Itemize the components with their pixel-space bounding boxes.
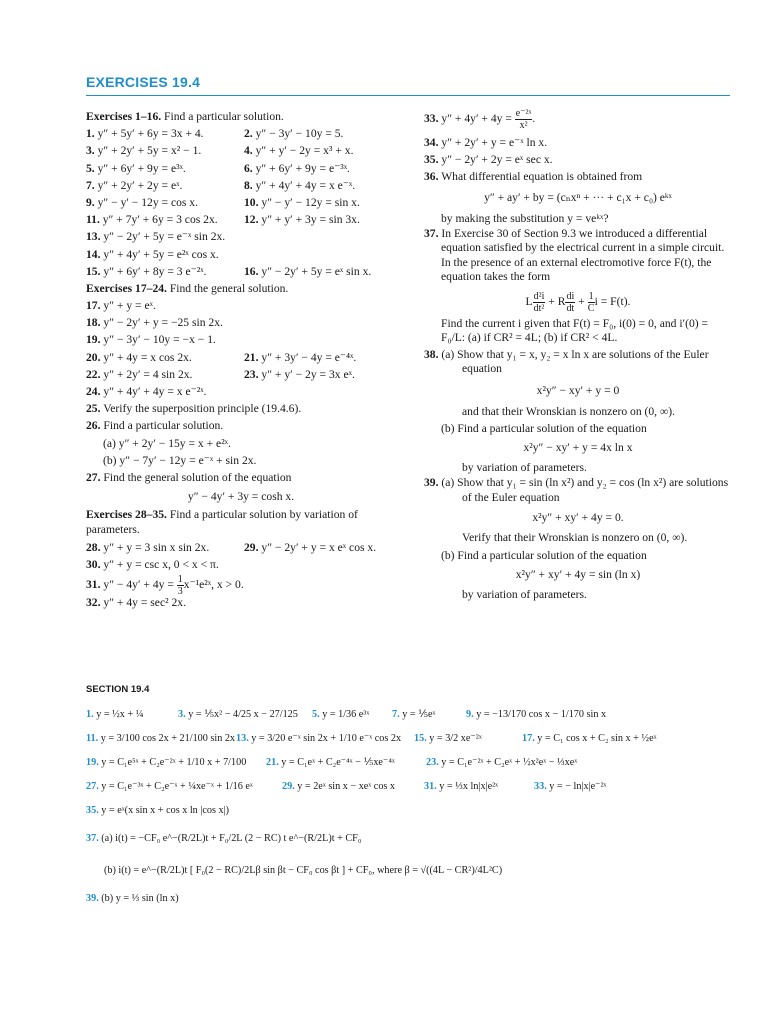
answer-item <box>534 775 607 799</box>
exercise-number: 20. <box>86 350 101 364</box>
answer-text: y = C₁eˣ + C₂e⁻⁴ˣ − ⅕xe⁻⁴ˣ <box>278 757 395 768</box>
exercise-item: 34. y″ + 2y′ + y = e⁻ˣ ln x. <box>424 136 548 149</box>
answer-number: 11. <box>86 733 99 744</box>
exercise-item: 24. y″ + 4y′ + 4y = x e⁻²ˣ. <box>86 385 207 398</box>
exercise-pair <box>86 160 396 177</box>
display-equation: x²y″ − xy′ + y = 0 <box>536 383 620 397</box>
exercise-item <box>86 297 396 314</box>
answer-row: 37. (a) i(t) = −CF₀ e^−(R/2L)t + F₀/2L (2 − RC) t e^−(R/2L)t + CF₀ <box>86 833 362 844</box>
answer-text: y = ⅕eˣ <box>399 709 436 720</box>
exercise-number: 11. <box>86 213 100 227</box>
exercise-pair <box>86 349 396 366</box>
exercise-equation: y″ − 2y′ + y = −25 sin 2x. <box>100 316 223 330</box>
answer-item <box>392 703 435 727</box>
fraction: $\frac{1}{3}$ <box>177 573 183 597</box>
answer-number: 21. <box>266 757 279 768</box>
exercise-equation: y″ + 4y′ + 4y = x e⁻ˣ. <box>252 178 356 192</box>
exercise-equation: y″ + 2y′ + 5y = x² − 1. <box>94 144 202 158</box>
exercise-subpart: (b) Find a particular solution of the equation <box>441 421 647 435</box>
answer-text: y = C₁e⁻²ˣ + C₂eˣ + ½x²eˣ − ⅓xeˣ <box>438 757 578 768</box>
exercise-number: 21. <box>244 350 259 364</box>
answer-text: y = C₁e⁻³ˣ + C₂e⁻ˣ + ¼xe⁻ˣ + 1/16 eˣ <box>98 781 253 792</box>
display-equation: x²y″ + xy′ + 4y = sin (ln x) <box>515 567 641 581</box>
exercise-number: 2. <box>244 127 253 141</box>
exercise-text: Find the current i given that F(t) = F₀, i(0) = 0, and i′(0) = F₀/L: (a) if CR² = 4L; (b) if CR² < 4L. <box>441 316 709 345</box>
answer-row: 39. (b) y = ⅓ sin (ln x) <box>86 893 179 904</box>
answer-text: y = − ln|x|e⁻²ˣ <box>546 781 607 792</box>
display-equation: x²y″ − xy′ + y = 4x ln x <box>523 441 633 455</box>
exercise-equation: y″ + 2y′ = 4 sin 2x. <box>100 367 193 381</box>
answer-text: y = 3/100 cos 2x + 21/100 sin 2x <box>98 733 236 744</box>
answer-item <box>522 727 657 751</box>
exercise-item <box>244 125 343 142</box>
section-title: EXERCISES 19.4 <box>86 74 201 90</box>
exercise-item: 26. Find a particular solution. <box>86 419 224 433</box>
exercise-equation: y″ + 6y′ + 9y = e³ˣ. <box>94 161 186 175</box>
exercise-number: 23. <box>244 367 259 381</box>
fraction: $\frac{\text{d²i}}{\text{dt²}}$ <box>533 290 545 314</box>
exercise-equation: y″ + 5y′ + 6y = 3x + 4. <box>94 127 204 141</box>
left-column <box>86 108 396 611</box>
exercise-subpart: (a) y″ + 2y′ − 15y = x + e²ˣ. <box>103 436 231 450</box>
display-equation: y″ + ay′ + by = (cₙxⁿ + ··· + c₁x + c₀) eᵏˣ <box>484 190 672 204</box>
exercise-subpart: (b) y″ − 7y′ − 12y = e⁻ˣ + sin 2x. <box>103 453 257 467</box>
answer-number: 7. <box>392 709 400 720</box>
exercise-number: 22. <box>86 367 101 381</box>
exercise-item <box>86 331 396 348</box>
answer-item <box>426 751 577 775</box>
answer-row <box>86 727 736 751</box>
answer-number: 23. <box>426 757 439 768</box>
exercise-number: 8. <box>244 178 253 192</box>
answer-text: y = ⅓x ln|x|e²ˣ <box>436 781 499 792</box>
exercise-item: 32. y″ + 4y = sec² 2x. <box>86 595 186 609</box>
exercise-item: 27. Find the general solution of the equation <box>86 470 292 484</box>
answer-number: 3. <box>178 709 186 720</box>
exercise-text: by variation of parameters. <box>462 461 587 475</box>
answer-number: 5. <box>312 709 320 720</box>
exercise-equation: y″ − 3y′ − 10y = 5. <box>252 127 344 141</box>
exercise-item <box>86 314 396 331</box>
exercise-equation: y″ − 3y′ − 10y = −x − 1. <box>100 333 216 347</box>
answer-text: y = 3/2 xe⁻²ˣ <box>426 733 482 744</box>
answer-number: 9. <box>466 709 474 720</box>
exercise-pair <box>86 142 396 159</box>
exercise-pair: 15. y″ + 6y′ + 8y = 3 e⁻²ˣ. 16. y″ − 2y′ + 5y = eˣ sin x. <box>86 264 372 278</box>
exercise-item <box>86 246 396 263</box>
answer-number: 15. <box>414 733 427 744</box>
answer-row <box>86 703 736 727</box>
fraction: $\frac{di}{dt}$ <box>566 290 575 314</box>
exercise-item: 31. y″ − 4y′ + 4y = $\frac{1}{3}$ x⁻¹e²ˣ, x > 0. <box>86 573 244 597</box>
answer-item <box>466 703 606 727</box>
exercise-pair: 28. y″ + y = 3 sin x sin 2x. 29. y″ − 2y′ + y = x eˣ cos x. <box>86 541 377 555</box>
exercise-equation: y″ + y′ − 2y = x³ + x. <box>252 144 354 158</box>
answer-text: y = 1/36 e³ˣ <box>319 709 370 720</box>
answer-item <box>312 703 369 727</box>
exercise-number: 17. <box>86 299 101 313</box>
answer-number: 33. <box>534 781 547 792</box>
display-equation: x²y″ + xy′ + 4y = 0. <box>532 511 624 525</box>
answer-row <box>86 751 736 775</box>
answer-text: y = ½x + ¼ <box>93 709 144 720</box>
answer-row: 35. y = eˣ(x sin x + cos x ln |cos x|) <box>86 805 230 816</box>
exercise-number: 7. <box>86 178 95 192</box>
exercise-pair <box>86 194 396 211</box>
answer-item <box>86 775 253 799</box>
exercise-item: 25. Verify the superposition principle (19.4.6). <box>86 402 302 416</box>
answers-title: SECTION 19.4 <box>86 684 150 695</box>
exercise-text: Verify that their Wronskian is nonzero on (0, ∞). <box>462 531 688 545</box>
exercise-item <box>86 228 396 245</box>
exercise-item: 33. y″ + 4y′ + 4y = $\frac{\text{e⁻²ˣ}}{\text{x²}}$ . <box>424 107 536 131</box>
exercise-number: 9. <box>86 195 95 209</box>
exercise-pair <box>86 177 396 194</box>
exercise-item <box>244 142 353 159</box>
fraction: $\frac{\text{e⁻²ˣ}}{\text{x²}}$ <box>515 107 532 131</box>
answer-number: 27. <box>86 781 99 792</box>
answer-number: 1. <box>86 709 94 720</box>
exercise-item <box>244 366 355 383</box>
exercise-number: 5. <box>86 161 95 175</box>
answer-text: y = ⅕x² − 4/25 x − 27/125 <box>185 709 298 720</box>
exercise-group-heading: Exercises 1–16. Find a particular solution. <box>86 110 284 123</box>
exercise-number: 19. <box>86 333 101 347</box>
exercise-text: by making the substitution y = veᵏˣ? <box>441 211 609 225</box>
answer-item <box>86 751 246 775</box>
answer-number: 29. <box>282 781 295 792</box>
exercise-number: 1. <box>86 127 95 141</box>
exercise-equation: y″ + 2y′ + 2y = eˣ. <box>94 178 183 192</box>
answer-text: y = C₁e⁵ˣ + C₂e⁻²ˣ + 1/10 x + 7/100 <box>98 757 247 768</box>
exercise-equation: y″ + y′ − 2y = 3x eˣ. <box>258 367 355 381</box>
right-column <box>424 104 732 603</box>
exercise-pair <box>86 211 396 228</box>
exercise-number: 13. <box>86 230 101 244</box>
exercise-item: 35. y″ − 2y′ + 2y = eˣ sec x. <box>424 153 553 167</box>
exercise-equation: y″ + 3y′ − 4y = e⁻⁴ˣ. <box>258 350 357 364</box>
answer-number: 19. <box>86 757 99 768</box>
exercise-equation: y″ + y′ + 3y = sin 3x. <box>258 213 360 227</box>
answer-text: y = −13/170 cos x − 1/170 sin x <box>473 709 607 720</box>
fraction: $\frac{1}{C}$ <box>587 290 595 314</box>
answer-item <box>236 727 401 751</box>
exercise-number: 12. <box>244 213 259 227</box>
exercise-text: and that their Wronskian is nonzero on (0, ∞). <box>462 404 676 418</box>
answer-item <box>86 727 235 751</box>
display-equation: y″ − 4y′ + 3y = cosh x. <box>187 490 295 504</box>
answer-text: y = 2eˣ sin x − xeˣ cos x <box>294 781 396 792</box>
exercise-item <box>244 194 360 211</box>
answer-item <box>266 751 395 775</box>
answer-item <box>424 775 498 799</box>
exercise-number: 18. <box>86 316 101 330</box>
answer-item <box>178 703 298 727</box>
exercise-equation: y″ − y′ − 12y = sin x. <box>258 195 360 209</box>
exercise-equation: y″ + 7y′ + 6y = 3 cos 2x. <box>99 213 218 227</box>
exercise-pair <box>86 125 396 142</box>
exercise-number: 14. <box>86 247 101 261</box>
exercise-item: 39. (a) Show that y₁ = sin (ln x²) and y₂ = cos (ln x²) are solutions of the Euler equation <box>424 476 729 504</box>
exercise-item <box>244 160 350 177</box>
exercise-equation: y″ + 4y′ + 5y = e²ˣ cos x. <box>100 247 219 261</box>
exercise-item <box>244 349 356 366</box>
exercise-number: 10. <box>244 195 259 209</box>
exercise-item: 36. What differential equation is obtained from <box>424 170 643 184</box>
exercise-text: by variation of parameters. <box>462 587 587 601</box>
answer-text: y = 3/20 e⁻ˣ sin 2x + 1/10 e⁻ˣ cos 2x <box>248 733 402 744</box>
exercise-equation: y″ − 2y′ + 5y = e⁻ˣ sin 2x. <box>100 230 226 244</box>
exercise-item <box>244 211 360 228</box>
exercise-subpart: (b) Find a particular solution of the equation <box>441 548 647 562</box>
exercise-number: 3. <box>86 144 95 158</box>
exercise-group-heading: Exercises 17–24. Find the general solution. <box>86 281 289 295</box>
exercise-equation: y″ + 6y′ + 9y = e⁻³ˣ. <box>252 161 350 175</box>
answer-number: 17. <box>522 733 535 744</box>
answer-number: 31. <box>424 781 437 792</box>
answer-number: 13. <box>236 733 249 744</box>
display-equation: L $\frac{\text{d²i}}{\text{dt²}}$ + R $\frac{di}{dt}$ + $\frac{1}{C}$ i = F(t). <box>525 290 631 314</box>
exercise-equation: y″ − y′ − 12y = cos x. <box>94 195 199 209</box>
exercise-item: 37. In Exercise 30 of Section 9.3 we introduced a differential equation satisfied by the electrical current in a simple circuit. In the presence of an external electromotive force F(t), the equation takes the form <box>424 226 725 284</box>
answer-item <box>414 727 482 751</box>
answer-row <box>86 775 736 799</box>
exercise-number: 6. <box>244 161 253 175</box>
exercise-item: 30. y″ + y = csc x, 0 < x < π. <box>86 558 219 572</box>
exercise-item: 38. (a) Show that y₁ = x, y₂ = x ln x are solutions of the Euler equation <box>424 347 709 376</box>
answers-section <box>86 684 736 911</box>
answer-text: y = C₁ cos x + C₂ sin x + ½eˣ <box>534 733 657 744</box>
exercise-group-heading: Exercises 28–35. Find a particular solution by variation of parameters. <box>86 508 358 536</box>
answer-row: (b) i(t) = e^−(R/2L)t [ F₀(2 − RC)/2Lβ sin βt − CF₀ cos βt ] + CF₀, where β = √((4L − CR²)/4L²C) <box>104 865 503 876</box>
exercise-pair <box>86 366 396 383</box>
answer-item <box>86 703 143 727</box>
answer-item <box>282 775 395 799</box>
exercise-number: 4. <box>244 144 253 158</box>
exercise-equation: y″ + 4y = x cos 2x. <box>100 350 192 364</box>
exercise-equation: y″ + y = eˣ. <box>100 299 156 313</box>
exercise-item <box>244 177 355 194</box>
header-rule <box>86 95 730 96</box>
